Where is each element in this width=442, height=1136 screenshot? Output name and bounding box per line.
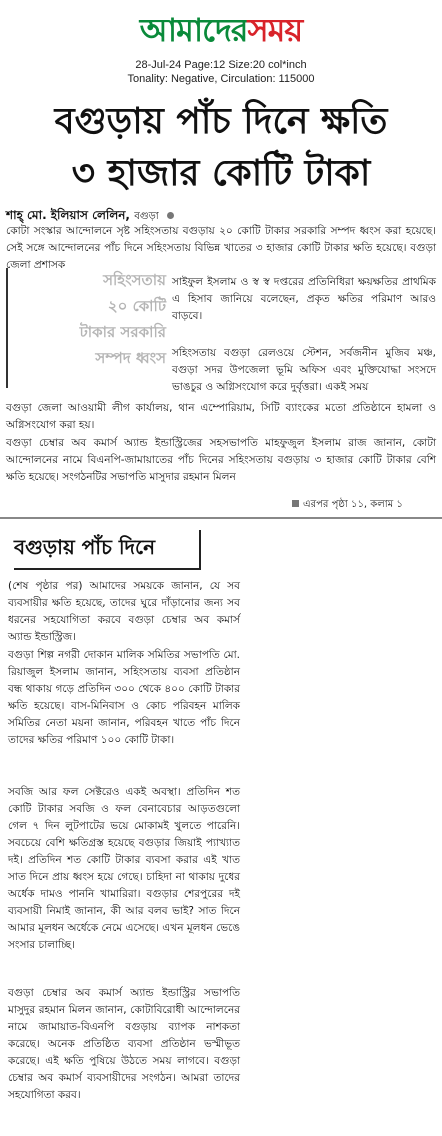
intro-paragraph-1: কোটা সংস্কার আন্দোলনে সৃষ্ট সহিংসতায় বগুড়ায় ২০ কোটি টাকার সরকারি সম্পদ ধ্বংস করা হয়েছে। সেই সঙ্গে আন্দোলনের পাঁচ দিনে সহিংসতায় বিভিন্ন খাতের ৩ হাজার কোটি টাকার ক্ষতি হয়েছে। বগুড়া জেলা প্রশাসক [6,225,436,271]
continued-text: এরপর পৃষ্ঠা ১১, কলাম ১ [303,499,403,510]
pull-quote-line-3: টাকার সরকারি [79,323,166,341]
pull-quote-line-4: সম্পদ ধ্বংস [95,349,166,367]
logo-part-1: আমাদের [139,11,248,49]
pull-quote [6,268,166,388]
continued-marker [292,497,403,514]
intro-paragraph-2: সাইফুল ইসলাম ও স্ব স্ব দপ্তরের প্রতিনিধিরা ক্ষয়ক্ষতির প্রাথমিক এ হিসাব জানিয়ে বলেছেন, প্রকৃত ক্ষতির পরিমাণ আরও বাড়বে। [172,276,436,322]
byline-name: শাহ্ মো. ইলিয়াস লেলিন, [6,208,130,222]
intro-paragraph-5: বগুড়া চেম্বার অব কমার্স অ্যান্ড ইন্ডাস্ট্রিজের সহসভাপতি মাহফুজুল ইসলাম রাজ জানান, কোটা আন্দোলনের নামে বিএনপি-জামায়াতের পাঁচ দিনের সহিংসতায় বগুড়ায় ৩ হাজার কোটি টাকার বেশি ক্ষতি হয়েছে। সংগঠনটির সভাপতি মাসুদার রহমান মিলন [6,437,436,483]
intro-paragraph-4: বগুড়া জেলা আওয়ামী লীগ কার্যালয়, থান এম্পোরিয়াম, সিটি ব্যাংকের মতো প্রতিষ্ঠানে হামলা ও অগ্নিসংযোগ করা হয়। [6,402,436,431]
body-paragraph-4: বগুড়া চেম্বার অব কমার্স অ্যান্ড ইন্ডাস্ট্রির সভাপতি মাসুদুর রহমান মিলন জানান, কোটাবিরোধী আন্দোলনের নামে জামায়াত-বিএনপি বগুড়ায় ব্যাপক নাশকতা করেছে। অনেক প্রতিষ্ঠিত ব্যবসা প্রতিষ্ঠান ভস্মীভূত করেছে। এই ক্ষতি পুষিয়ে উঠতে সময় লাগবে। বগুড়া চেম্বার অব কমার্স ব্যবসায়ীদের সংগঠন। আমরা তাদের সহযোগিতা করব। [8,987,240,1101]
body-paragraph-2: বগুড়া শিল্প নগরী দোকান মালিক সমিতির সভাপতি মো. রিয়াজুল ইসলাম জানান, সহিংসতায় ব্যবসা প্রতিষ্ঠান বন্ধ থাকায় গড়ে প্রতিদিন ৩০০ থেকে ৪০০ কোটি টাকার ক্ষতি হয়েছে। বাস-মিনিবাস ও কোচ পরিবহন মালিক সমিতির নেতা ময়না জানান, পরিবহন খাতে পাঁচ দিনে তাদের ক্ষতির পরিমাণ ১০০ কোটি টাকা। [8,649,240,746]
intro-paragraph-3: সহিংসতায় বগুড়া রেলওয়ে স্টেশন, সর্বজনীন মুজিব মঞ্চ, বগুড়া সদর উপজেলা ভূমি অফিস এবং মুক্তিযোদ্ধা সংসদে ভাঙচুর ও অগ্নিসংযোগ করে দুর্বৃত্তরা। একই সময় [172,347,436,393]
pull-quote-line-1: সহিংসতায় [103,271,166,289]
headline-line-2: ৩ হাজার কোটি টাকা [71,153,371,194]
pull-quote-line-2: ২০ কোটি [107,297,166,315]
bullet-icon [167,212,174,219]
square-bullet-icon [292,500,299,507]
clipping-meta-line-2: Tonality: Negative, Circulation: 115000 [127,73,315,85]
logo-part-2: সময় [247,11,303,49]
newspaper-logo [0,6,442,54]
body-paragraph-1: (শেষ পৃষ্ঠার পর) আমাদের সময়কে জানান, যে সব ব্যবসায়ীর ক্ষতি হয়েছে, তাদের ঘুরে দাঁড়ানোর জন্য সব ধরনের সহযোগিতা করবে বগুড়া চেম্বার অব কমার্স অ্যান্ড ইন্ডাস্ট্রিজ। [8,580,240,643]
body-paragraph-3: সবজি আর ফল সেক্টরেও একই অবস্থা। প্রতিদিন শত কোটি টাকার সবজি ও ফল বেনাবেচার আড়তগুলো গেল ৭ দিন লুটপাটের ভয়ে মোকামই খুলতে পারেনি। সবচেয়ে বেশি ক্ষতিগ্রস্ত হয়েছে বগুড়ার জিয়াই প্যাখ্যাত দই। প্রতিদিন শত কোটি টাকার ব্যবসা করার এই খাত সাত দিনে প্রায় ধ্বংস হয়ে গেছে। চাহিদা না থাকায় দুধের অর্ধেক দামও পাননি খামারিরা। বগুড়ার শেরপুরের দই ব্যবসায়ী নিমাই জানান, কী আর বলব ভাই? সাত দিনে আমার মূলধন অর্ধেকে নেমে এসেছে। এখন মূলধন ভেঙে সংসার চালাচ্ছি। [8,786,240,951]
headline-line-1: বগুড়ায় পাঁচ দিনে ক্ষতি [54,101,388,142]
section-divider [0,517,442,519]
jump-headline: বগুড়ায় পাঁচ দিনে [14,530,201,570]
clipping-meta-line-1: 28-Jul-24 Page:12 Size:20 col*inch [135,59,307,71]
byline-place: বগুড়া [134,211,159,222]
